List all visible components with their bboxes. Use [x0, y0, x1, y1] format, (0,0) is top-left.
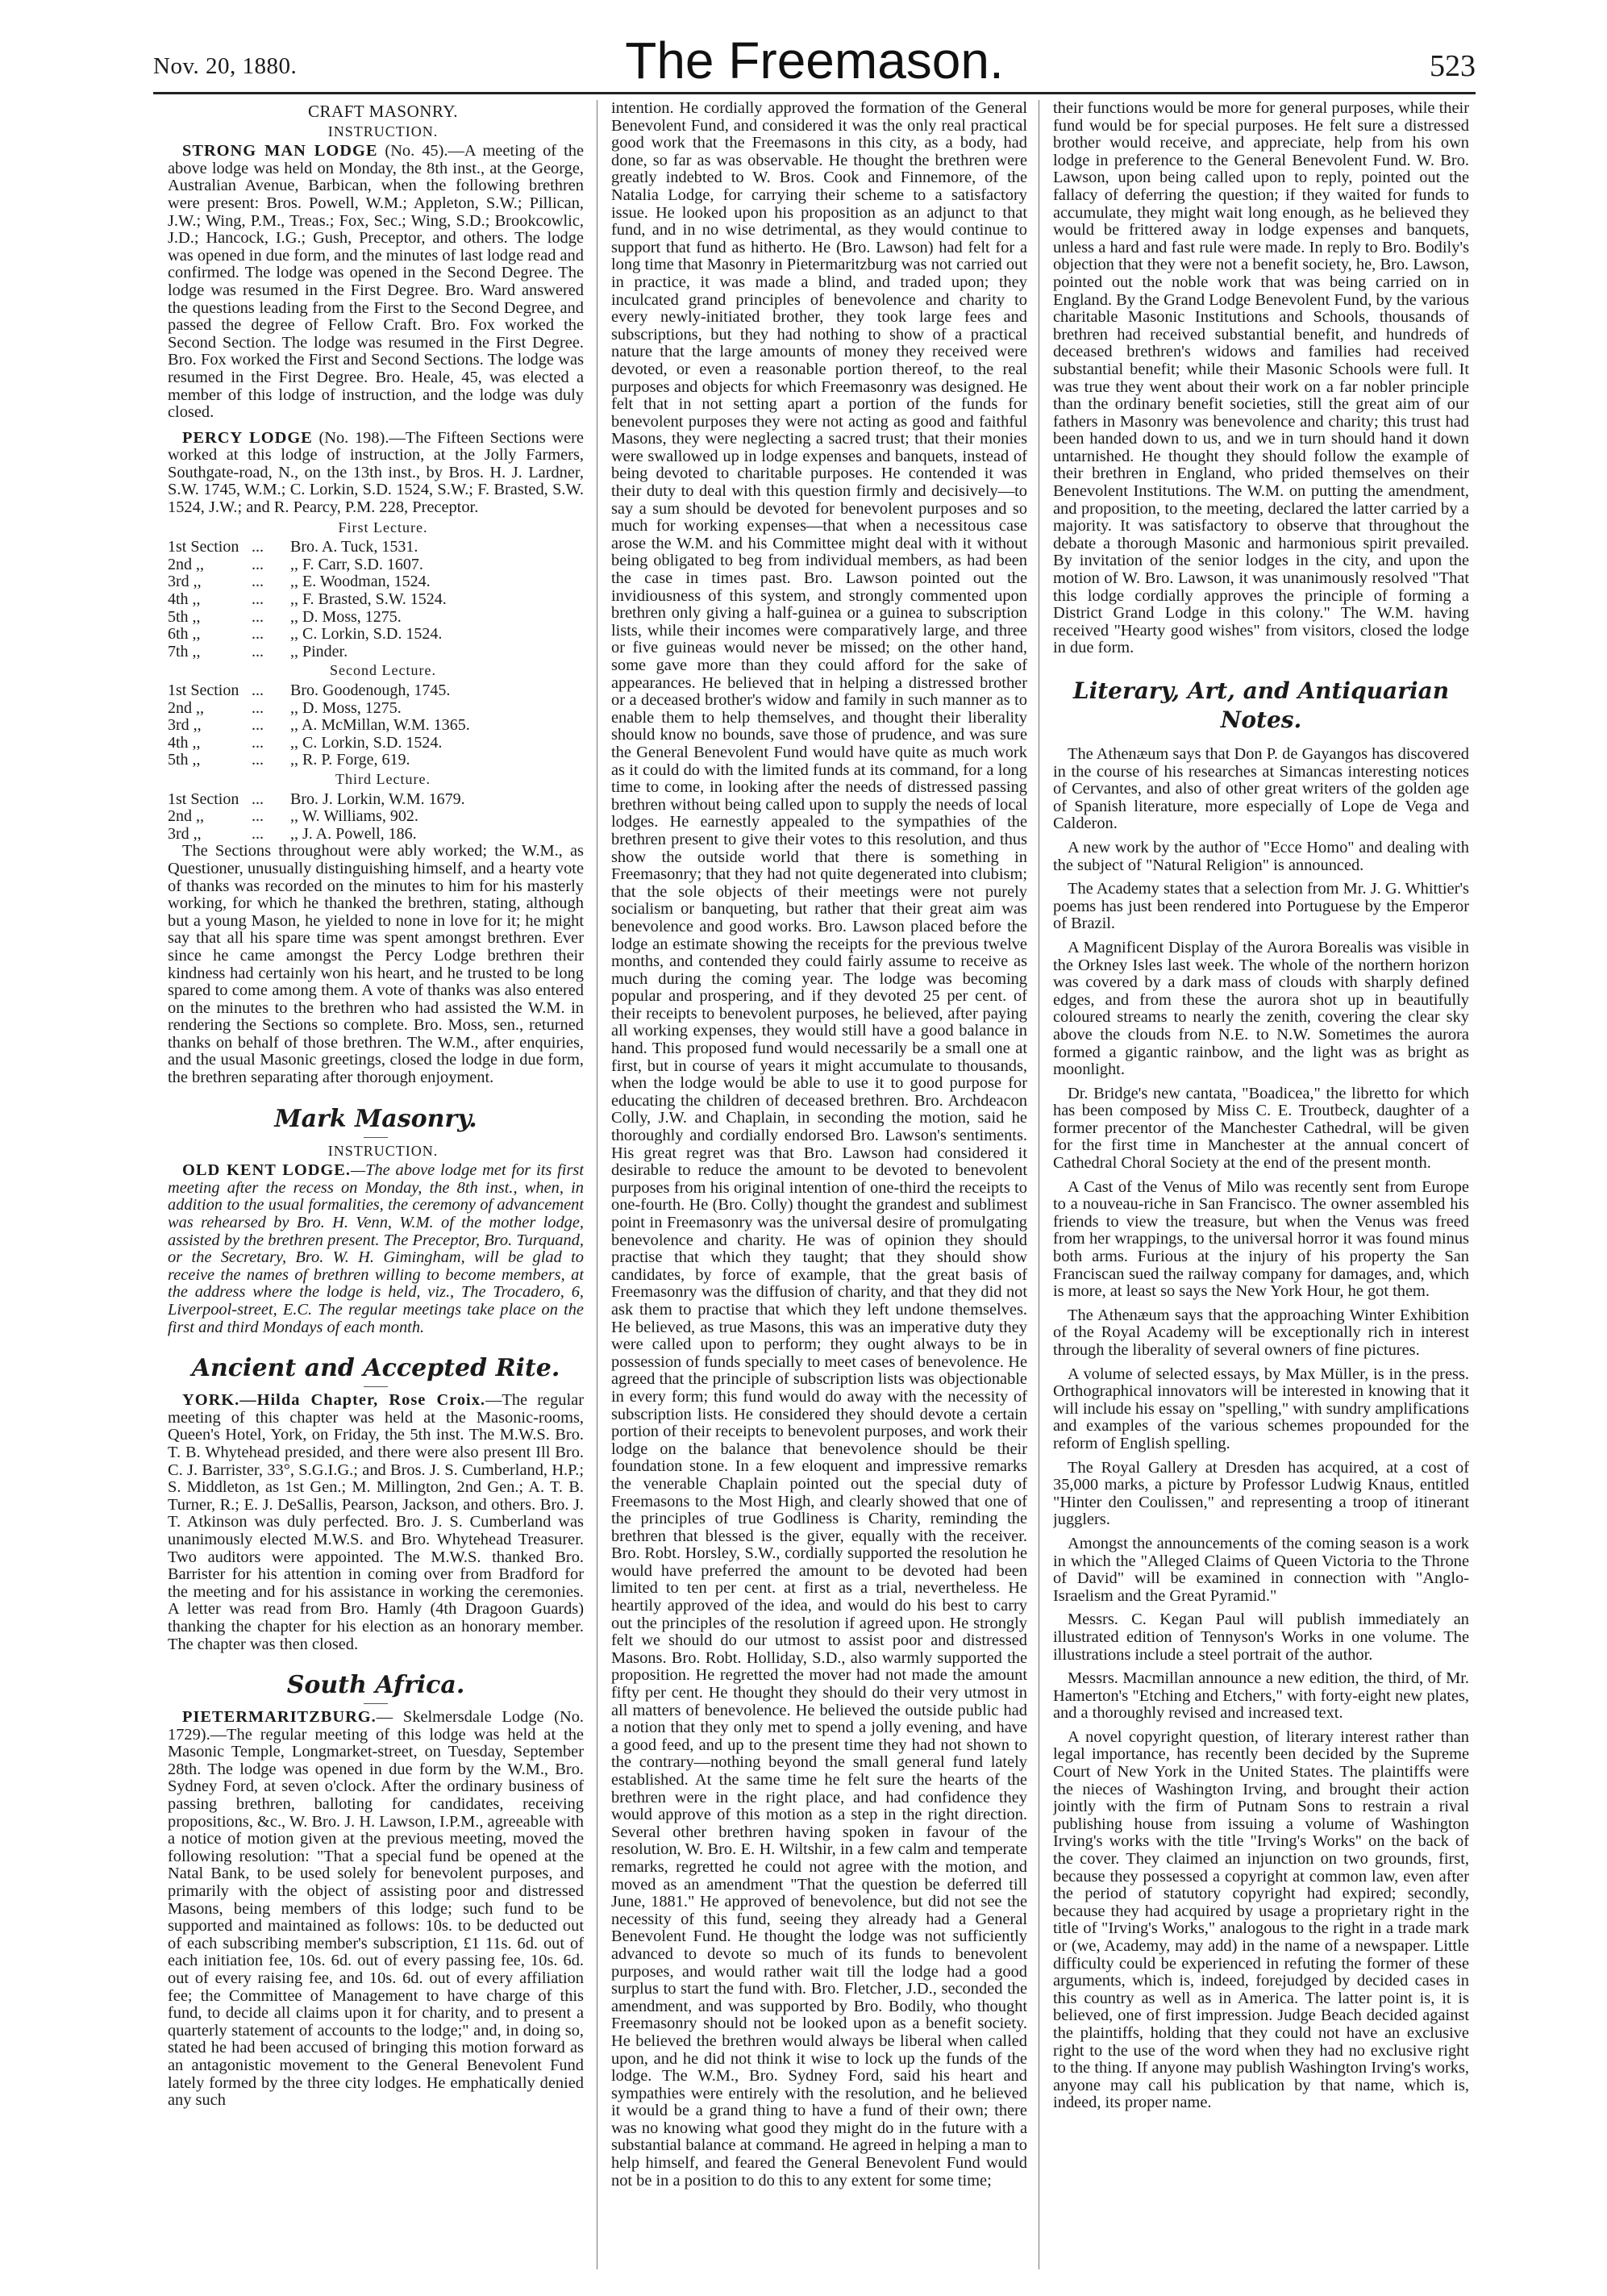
ancient-accepted-rite-title: Ancient and Accepted Rite.: [191, 1354, 560, 1383]
old-kent-lodge-report: [168, 1162, 584, 1336]
section-label: 2nd ,,: [168, 807, 204, 826]
literary-note: A novel copyright question, of literary interest rather than legal importance, has recently been decided by the Supreme Court of New York in the United States. The plaintiffs were the nieces of Washington Irving, and brought their action jointly with the firm of Putnam Sons to restrain a rival publishing house from issuing a volume of Washington Irving's works with the title "Irving's Works" on the back of the cover. They claimed an injunction on two grounds, first, because they possessed a copyright at common law, even after the period of statutory copyright had expired; secondly, because they had acquired by usage a proprietary right in the title of "Irving's Works," analogous to the right in a trade mark or (we, Academy, may add) in the name of a newspaper. Little difficulty could be experienced in refuting the former of these arguments, which is, indeed, forejudged by decided cases in this country as well as in America. The latter point is, it is believed, one of first impression. Judge Beach decided against the plaintiffs, holding that they could not have an exclusive right to the use of the word when they had no exclusive right to the thing. If anyone may publish Washington Irving's works, anyone may call his publication by that name, which is, indeed, its proper name.: [1053, 1727, 1469, 2112]
section-label: 1st Section: [168, 538, 239, 556]
literary-notes-title: Literary, Art, and Antiquarian Notes.: [1072, 677, 1450, 733]
lecture-section-row: [168, 539, 584, 556]
literary-note: A Cast of the Venus of Milo was recently sent from Europe to a nouveau-riche in San Francisco. The owner assembled his friends to view the treasure, but when the Venus was freed from her wrappings, to the universal horror it was found minus both arms. Furious at the injury of his property the San Franciscan sued the railway company for damages, and, which is more, at least so says the New York Hour, he got them.: [1053, 1177, 1469, 1301]
leader-dots: ...: [252, 751, 264, 769]
leader-dots: ...: [252, 824, 264, 843]
lecture-section-row: [168, 626, 584, 644]
lecture-section-row: [168, 700, 584, 718]
page-number: 523: [1430, 49, 1476, 83]
literary-note: A Magnificent Display of the Aurora Borealis was visible in the Orkney Isles last week. The whole of the northern horizon was covered by a dark mass of clouds with sharply defined edges, and from these the aurora shot up in beautifully coloured streams to nearly the zenith, covering the clear sky above the clouds from N.E. to N.W. Sometimes the aurora formed a gigantic rainbow, and the light was as bright as moonlight.: [1053, 938, 1469, 1079]
leader-dots: ...: [252, 790, 264, 808]
lecture-section-row: [168, 791, 584, 809]
leader-dots: ...: [252, 590, 264, 609]
section-label: 5th ,,: [168, 607, 201, 626]
percy-lodge-closing: The Sections throughout were ably worked; the W.M., as Questioner, unusually distinguishing himself, and a hearty vote of thanks was recorded on the minutes to him for his masterly working, for which he thanked the brethren, stating, although but a young Mason, he yielded to none in love for it; he might say that all his spare time was spent amongst brethren. Ever since he came amongst the Percy Lodge brethren their kindness had certainly won his heart, and he trusted to be long spared to come among them. A vote of thanks was also entered on the minutes to the brethren who had assisted the W.M. in rendering the Sections so complete. Bro. Moss, sen., returned thanks on behalf of those brethren. The W.M., after enquiries, and the usual Masonic greetings, closed the lodge in due form, the brethren separating after thorough enjoyment.: [168, 842, 584, 1087]
instruction-heading: INSTRUCTION.: [327, 1142, 439, 1159]
section-label: 1st Section: [168, 681, 239, 699]
section-label: 3rd ,,: [168, 573, 202, 591]
literary-note: The Athenæum says that Don P. de Gayangos has discovered in the course of his researches at Simancas interesting notices of Cervantes, and also of other great writers of the golden age of Spanish literature, more especially of Lope de Vega and Calderon.: [1053, 745, 1469, 833]
section-label: 3rd ,,: [168, 716, 202, 735]
leader-dots: ...: [252, 555, 264, 573]
header-rule: [153, 92, 1476, 94]
leader-dots: ...: [252, 642, 264, 660]
lodge-name: OLD KENT LODGE.: [182, 1161, 351, 1180]
leader-dots: ...: [252, 681, 264, 699]
report-text: —The regular meeting of this chapter was held at the Masonic-rooms, Queen's Hotel, York, on Friday, the 5th inst. The M.W.S. Bro. T. B. Whytehead presided, and there were also present Ill Bro. C. J. Barrister, 33°, S.G.I.G.; and Bros. J. S. Cumberland, H.P.; S. Middleton, as 1st Gen.; M. Millington, 2nd Gen.; A. T. B. Turner, R.; E. J. DeSallis, Pearson, Jackson, and others. Bro. J. T. Atkinson was duly perfected. Bro. J. S. Cumberland was unanimously elected M.W.S. and Bro. Whytehead Treasurer. Two auditors were appointed. The M.W.S. thanked Bro. Barrister for his attention in coming over from Bradford for the meeting and for his assistance in working the ceremonies. A letter was read from Bro. Hamly (4th Dragoon Guards) thanking the chapter for his election as an honorary member. The chapter was then closed.: [168, 1391, 584, 1653]
lecture-section-row: [168, 556, 584, 574]
literary-note: A new work by the author of "Ecce Homo" and dealing with the subject of "Natural Religion" is announced.: [1053, 838, 1469, 874]
worker-name: ,, A. McMillan, W.M. 1365.: [290, 716, 470, 735]
lecture-section-row: [168, 591, 584, 609]
literary-note: Dr. Bridge's new cantata, "Boadicea," the libretto for which has been composed by Miss C. E. Troutbeck, daughter of a former precentor of the Manchester Cathedral, will be given for the first time in Manchester at the annual concert of Cathedral Choral Society at the end of the present month.: [1053, 1084, 1469, 1173]
report-text: (No. 45).—A meeting of the above lodge was held on Monday, the 8th inst., at the George, Australian Avenue, Barbican, when the following brethren were present: Bros. Powell, W.M.; Appleton, S.W.; Pillican, J.W.; Wing, P.M., Treas.; Fox, Sec.; Wing, S.D.; Brookcowlic, J.D.; Hancock, I.G.; Gush, Preceptor, and others. The lodge was opened in due form, and the minutes of last lodge read and confirmed. The lodge was opened in the Second Degree. The lodge was resumed in the First Degree. Bro. Ward answered the questions leading from the First to the Second Degree, and passed the degree of Fellow Craft. Bro. Fox worked the Second Section. The lodge was resumed in the First Degree. Bro. Fox worked the First and Second Sections. The lodge was resumed in the First Degree. Bro. Heale, 45, was elected a member of this lodge of instruction, and the lodge was duly closed.: [168, 142, 584, 422]
lecture-section-row: [168, 609, 584, 627]
worker-name: ,, F. Brasted, S.W. 1524.: [290, 590, 447, 609]
chapter-name: YORK.—Hilda Chapter, Rose Croix.: [182, 1391, 486, 1410]
section-label: 2nd ,,: [168, 555, 204, 573]
leader-dots: ...: [252, 625, 264, 644]
column-3: [1053, 100, 1469, 2269]
lecture-section-row: [168, 752, 584, 769]
lecture-section-row: [168, 735, 584, 752]
worker-name: ,, C. Lorkin, S.D. 1524.: [290, 733, 443, 752]
section-rule: [364, 1703, 388, 1704]
section-label: 1st Section: [168, 790, 239, 808]
literary-note: The Royal Gallery at Dresden has acquired, at a cost of 35,000 marks, a picture by Professor Ludwig Knaus, entitled "Hinter den Coulissen," and representing a troop of itinerant jugglers.: [1053, 1458, 1469, 1529]
third-lecture-list: [168, 791, 584, 844]
column-2: [611, 100, 1027, 2269]
percy-lodge-report: [168, 430, 584, 517]
worker-name: ,, Pinder.: [290, 642, 348, 660]
mark-masonry-title: Mark Masonry.: [274, 1104, 477, 1133]
first-lecture-list: [168, 539, 584, 660]
leader-dots: ...: [252, 716, 264, 735]
report-text: —The above lodge met for its first meeting after the recess on Monday, the 8th inst., when, in addition to the usual formalities, the ceremony of advancement was rehearsed by Bro. H. Venn, W.M. of the mother lodge, assisted by the brethren present. The Preceptor, Bro. Turquand, or the Secretary, Bro. W. H. Gimingham, will be glad to receive the names of brethren willing to become members, at the address where the lodge is held, viz., The Trocadero, 6, Liverpool-street, E.C. The regular meetings take place on the first and third Mondays of each month.: [168, 1161, 584, 1336]
section-label: 3rd ,,: [168, 824, 202, 843]
section-label: 2nd ,,: [168, 698, 204, 717]
worker-name: Bro. A. Tuck, 1531.: [290, 538, 418, 556]
section-label: 4th ,,: [168, 733, 201, 752]
literary-note: The Athenæum says that the approaching Winter Exhibition of the Royal Academy will be exceptionally rich in interest through the liberality of several owners of fine pictures.: [1053, 1306, 1469, 1359]
lodge-name: PERCY LODGE: [182, 428, 313, 447]
leader-dots: ...: [252, 538, 264, 556]
lecture-section-row: [168, 826, 584, 844]
leader-dots: ...: [252, 807, 264, 826]
lecture-section-row: [168, 717, 584, 735]
york-chapter-report: [168, 1392, 584, 1653]
lecture-section-row: [168, 808, 584, 826]
lodge-name: STRONG MAN LODGE: [182, 142, 378, 160]
report-text: — Skelmersdale Lodge (No. 1729).—The regular meeting of this lodge was held at the Masonic Temple, Longmarket-street, on Tuesday, September 28th. The lodge was opened in due form by the W.M., Bro. Sydney Ford, at seven o'clock. After the ordinary business of passing brethren, balloting for candidates, receiving propositions, &c., W. Bro. J. H. Lawson, I.P.M., agreeable with a notice of motion given at the previous meeting, moved the following resolution: "That a special fund be opened at the Natal Bank, to be used solely for benevolent purposes, and primarily with the object of assisting poor and distressed Masons, being members of this lodge; such fund to be supported and maintained as follows: 10s. to be deducted out of each subscribing member's subscription, £1 11s. 6d. out of each initiation fee, 10s. 6d. out of every passing fee, 10s. 6d. out of every raising fee, and 10s. 6d. out of every affiliation fee; the Committee of Management to have charge of this fund, to decide all claims upon it for charity, and to present a quarterly statement of accounts to the lodge;" and, in doing so, stated he had been accused of bringing this motion forward as an antagonistic movement to the General Benevolent Fund lately formed by the three city lodges. He emphatically denied any such: [168, 1708, 584, 2110]
skelmersdale-lodge-conclusion: their functions would be more for general purposes, while their fund would be for special purposes. He felt sure a distressed brother would receive, and appreciate, help from his own lodge in preference to the General Benevolent Fund. W. Bro. Lawson, upon being called upon to reply, pointed out the fallacy of deferring the question; if they waited for funds to accumulate, they might wait long enough, as he believed they would be frittered away in lodge expenses and banquets, unless a hard and fast rule were made. In reply to Bro. Bodily's objection that they were not a benefit society, he, Bro. Lawson, pointed out the noble work that was being carried on in England. By the Grand Lodge Benevolent Fund, by the various charitable Masonic Institutions and Schools, thousands of brethren had received substantial benefit, and hundreds of deceased brethren's widows and families had received substantial benefit; while their Masonic Schools were full. It was true they went about their work on a far nobler principle than the ordinary benefit societies, still the great aim of our fathers in Masonry was benevolence and charity; this trust had been handed down to us, and we in turn should hand it down untarnished. He thought they should follow the example of their brethren in England, who prided themselves on their Benevolent Institutions. The W.M. on putting the amendment, and proposition, to the meeting, declared the latter carried by a majority. It was satisfactory to observe that throughout the debate a thorough Masonic and harmonious spirit prevailed. By invitation of the senior lodges in the city, and upon the motion of W. Bro. Lawson, it was unanimously resolved "That this lodge cordially approves the principle of forming a District Grand Lodge in this colony." The W.M. having received "Hearty good wishes" from visitors, closed the lodge in due form.: [1053, 100, 1469, 657]
section-rule: [364, 1386, 388, 1387]
worker-name: ,, E. Woodman, 1524.: [290, 573, 431, 591]
craft-masonry-heading: CRAFT MASONRY.: [308, 102, 458, 121]
worker-name: ,, W. Williams, 902.: [290, 807, 418, 826]
section-label: 7th ,,: [168, 642, 201, 660]
literary-note: The Academy states that a selection from Mr. J. G. Whittier's poems has just been rendered into Portuguese by the Emperor of Brazil.: [1053, 880, 1469, 933]
second-lecture-list: [168, 682, 584, 769]
third-lecture-heading: Third Lecture.: [335, 770, 431, 787]
report-text: (No. 198).—The Fifteen Sections were worked at this lodge of instruction, at the Jolly Farmers, Southgate-road, N., on the 13th inst., by Bros. H. J. Lardner, S.W. 1745, W.M.; C. Lorkin, S.D. 1524, S.W.; F. Brasted, S.W. 1524, J.W.; and R. Pearcy, P.M. 228, Preceptor.: [168, 428, 584, 517]
worker-name: ,, C. Lorkin, S.D. 1524.: [290, 625, 443, 644]
strong-man-lodge-report: [168, 143, 584, 422]
literary-note: A volume of selected essays, by Max Müller, is in the press. Orthographical innovators will be interested in knowing that it will include his essay on "spelling," with sundry amplifications and examples of the various schemes propounded for the reform of English spelling.: [1053, 1365, 1469, 1452]
issue-date: Nov. 20, 1880.: [153, 53, 298, 79]
worker-name: Bro. J. Lorkin, W.M. 1679.: [290, 790, 465, 808]
section-label: 5th ,,: [168, 751, 201, 769]
literary-note: Messrs. C. Kegan Paul will publish immediately an illustrated edition of Tennyson's Works in one volume. The illustrations include a steel portrait of the author.: [1053, 1611, 1469, 1664]
south-africa-title: South Africa.: [286, 1671, 465, 1700]
lecture-section-row: [168, 644, 584, 661]
leader-dots: ...: [252, 698, 264, 717]
worker-name: ,, R. P. Forge, 619.: [290, 751, 410, 769]
place-name: PIETERMARITZBURG.: [182, 1708, 377, 1727]
instruction-heading: INSTRUCTION.: [327, 123, 439, 140]
worker-name: ,, F. Carr, S.D. 1607.: [290, 555, 423, 573]
section-rule: [364, 1137, 388, 1138]
worker-name: ,, D. Moss, 1275.: [290, 698, 402, 717]
page-header: [153, 31, 1476, 90]
lecture-section-row: [168, 682, 584, 700]
pietermaritzburg-report: [168, 1709, 584, 2110]
leader-dots: ...: [252, 733, 264, 752]
masthead-title: The Freemason.: [625, 31, 1004, 90]
second-lecture-heading: Second Lecture.: [330, 662, 436, 679]
lecture-section-row: [168, 573, 584, 591]
section-label: 4th ,,: [168, 590, 201, 609]
literary-note: Amongst the announcements of the coming season is a work in which the "Alleged Claims of Queen Victoria to the Throne of David" will be examined in connection with "Anglo-Israelism and the Great Pyramid.": [1053, 1534, 1469, 1605]
skelmersdale-lodge-continued: intention. He cordially approved the formation of the General Benevolent Fund, and considered it was the only real practical good work that the Freemasons in this city, as a body, had done, so far as was observable. He thought the brethren were greatly indebted to W. Bros. Cook and Finnemore, of the Natalia Lodge, for carrying their scheme to a satisfactory issue. He looked upon his proposition as an adjunct to that fund, and in no wise detrimental, as they would continue to support that fund as hitherto. He (Bro. Lawson) had felt for a long time that Masonry in Pietermaritzburg was not carried out in practice, it was made a blind, and traded upon; they inculcated grand principles of benevolence and charity to every newly-initiated brother, they took large fees and subscriptions, but they had nothing to show of a practical nature that the large amounts of money they received were devoted, or even a reasonable portion thereof, to the real purposes and objects for which Freemasonry was designed. He felt that in not setting apart a portion of the funds for benevolent purposes they were not acting as good and faithful Masons, they were neglecting a sacred trust; that their monies were swallowed up in lodge expenses and banquets, instead of being devoted to charitable purposes. He contended it was their duty to deal with this question firmly and decisively—to say a sum should be devoted for benevolent purposes and so much for working expenses—that when a necessitous case arose the W.M. and his Committee might deal with it without being obligated to beg from individual members, as had been the case in times past. Bro. Lawson pointed out the invidiousness of this system, and strongly commented upon brethren only giving a half-guinea or a guinea to subscription lists, while their incomes were comparatively large, and three or five guineas would never be missed; on the other hand, some gave more than they could afford for the sake of appearances. He believed that in helping a distressed brother or a deceased brother's widow and family in such manner as to enable them to help themselves, and thought their liberality should know no bounds, save those of prudence, and was sure the General Benevolent Fund would have quite as much work as it could do with the limited funds at its command, for a long time to come, in looking after the needs of distressed passing brethren without being called upon to supply the needs of local lodges. He earnestly appealed to the sympathies of the brethren present to give their votes to this resolution, and thus show the outside world that there is something in Freemasonry; that they had not quite degenerated into clubism; that the sole objects of their meetings were not purely socialism or banqueting, but rather that their great aim was benevolence and good works. Bro. Lawson placed before the lodge an estimate showing the receipts for the previous twelve months, and contended they could fairly assume to receive as much during the coming year. The lodge was becoming popular and prospering, and if they devoted 25 per cent. of their receipts to benevolent purposes, he believed, after paying all working expenses, they would still have a good balance in hand. This proposed fund would necessarily be a small one at first, but in course of years it might accumulate to thousands, when the lodge would be able to use it to good purpose for educating the children of deceased brethren. Bro. Archdeacon Colly, J.W. and Chaplain, in seconding the motion, said he thoroughly and cordially endorsed Bro. Lawson's sentiments. His great regret was that Bro. Lawson had considered it desirable to reduce the amount to be devoted to benevolent purposes from his original intention of one-third the receipts to one-fourth. He (Bro. Colly) thought the grandest and sublimest point in Freemasonry was the universal desire of promulgating benevolence and charity. He was of opinion they should practise that which they taught; that they should show candidates, by force of example, that the great basis of Freemasonry was the diffusion of charity, and that they did not ask them to practise that which they left undone themselves. He believed, as true Masons, this was an imperative duty they were called upon to perform; they ought always to be in possession of funds specially to meet cases of benevolence. He agreed that the principle of subscription lists was objectionable in every form; this fund would do away with the necessity of subscription lists. He considered they should devote a certain portion of their receipts to benevolent purposes, and work their lodge on the balance that benevolence should be their foundation stone. In a few eloquent and impressive remarks the venerable Chaplain pointed out the special duty of Freemasons to the Most High, and clearly showed that one of the principles of true Godliness is Charity, reminding the brethren that blessed is the giver, equally with the receiver. Bro. Robt. Horsley, S.W., cordially supported the resolution he would have preferred the amount to be devoted had been limited to ten per cent. at first as a trial, nevertheless. He heartily approved of the idea, and would do his best to carry out the principles of the resolution if agreed upon. He strongly felt we should do our utmost to assist poor and distressed Masons. Bro. Robt. Holliday, S.D., also warmly supported the proposition. He regretted the mover had not made the amount fifty per cent. He thought they should do their very utmost in all matters of benevolence. He believed the outside public had a notion that they only met to spend a jolly evening, and have a good feed, and up to the present time they had not shown to the contrary—nothing beyond the small general fund lately established. At the same time he felt sure the hearts of the brethren were in the right place, and had confidence they would approve of this motion as a step in the right direction. Several other brethren having spoken in favour of the resolution, W. Bro. E. H. Wiltshir, in a few calm and temperate remarks, regretted he could not agree with the motion, and moved as an amendment "That the question be deferred till June, 1881." He approved of benevolence, but did not see the necessity of this fund, seeing they already had a General Benevolent Fund. He thought the lodge was not sufficiently advanced to devote so much of its funds to benevolent purposes, and would rather wait till the lodge had a good surplus to start the fund with. Bro. Fletcher, J.D., seconded the amendment, and was supported by Bro. Bodily, who thought Freemasonry should not be looked upon as a benefit society. He believed the brethren would always be liberal when called upon, and he did not think it wise to lock up the funds of the lodge. The W.M., Bro. Sydney Ford, said his heart and sympathies were entirely with the resolution, and he believed it would be a grand thing to have a fund of their own; there was no knowing what good they might do in the future with a substantial balance at command. He agreed in helping a man to help himself, and feared the General Benevolent Fund would not be in a position to do this to any extent for some time;: [611, 100, 1027, 2190]
leader-dots: ...: [252, 607, 264, 626]
section-label: 6th ,,: [168, 625, 201, 644]
column-1: [168, 100, 584, 2269]
literary-notes-list: [1053, 746, 1469, 2112]
worker-name: ,, J. A. Powell, 186.: [290, 824, 417, 843]
worker-name: Bro. Goodenough, 1745.: [290, 681, 451, 699]
literary-note: Messrs. Macmillan announce a new edition, the third, of Mr. Hamerton's "Etching and Etchers," with forty-eight new plates, and a thoroughly revised and increased text.: [1053, 1669, 1469, 1723]
leader-dots: ...: [252, 573, 264, 591]
worker-name: ,, D. Moss, 1275.: [290, 607, 402, 626]
first-lecture-heading: First Lecture.: [338, 519, 428, 535]
